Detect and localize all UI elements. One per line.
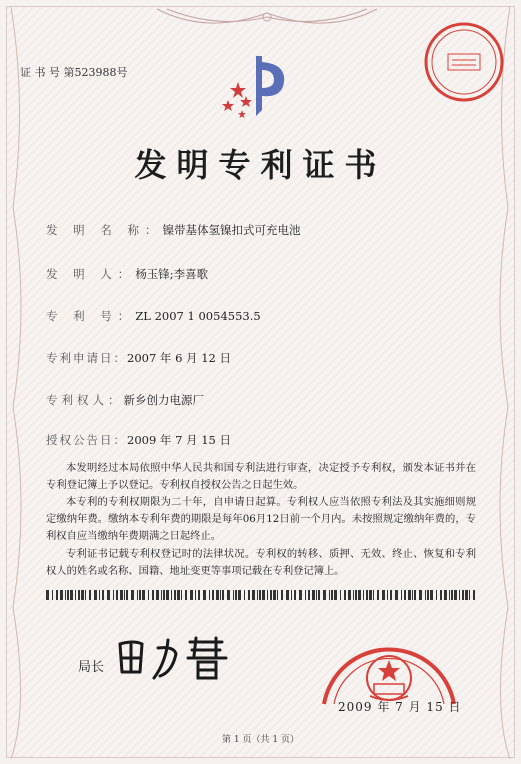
field-label: 专 利 号： <box>46 309 136 323</box>
field-inventor <box>46 266 208 282</box>
certificate-title: 发明专利证书 <box>134 146 387 184</box>
field-label: 发 明 名 称： <box>46 223 163 237</box>
field-value: ZL 2007 1 0054553.5 <box>135 309 261 323</box>
field-value: 新乡创力电源厂 <box>123 393 204 407</box>
certificate-number-value: 第523988号 <box>63 66 128 79</box>
page-footer: 第 1 页（共 1 页） <box>222 735 299 745</box>
field-label: 发 明 人： <box>46 267 136 281</box>
certificate-number <box>20 64 128 80</box>
right-ornament <box>484 7 514 759</box>
director-signature <box>112 632 242 682</box>
field-label: 专利申请日： <box>46 351 127 365</box>
field-application-date <box>46 350 231 366</box>
paragraph-term: 本专利的专利权期限为二十年，自申请日起算。专利权人应当依照专利法及其实施细则规定缴纳年费。缴纳本专利年费的期限是每年06月12日前一个月内。未按照规定缴纳年费的，专利权自应当缴纳年费期满之日起终止。 <box>46 496 476 542</box>
small-seal-icon <box>422 20 506 104</box>
top-ornament <box>147 7 387 39</box>
certificate-number-label: 证 书 号 <box>20 66 60 79</box>
field-value: 2007 年 6 月 12 日 <box>127 351 231 365</box>
field-value: 镍带基体氢镍扣式可充电池 <box>162 223 301 237</box>
issue-date: 2009 年 7 月 15 日 <box>338 700 462 714</box>
field-label: 授权公告日： <box>46 433 127 447</box>
director-label: 局长 <box>78 660 105 675</box>
patent-office-logo <box>216 52 296 122</box>
field-label: 专利权人： <box>46 393 124 407</box>
left-ornament <box>7 7 37 759</box>
field-grant-date <box>46 432 231 448</box>
field-value: 2009 年 7 月 15 日 <box>127 433 231 447</box>
field-patentee <box>46 392 204 408</box>
field-value: 杨玉锋;李喜歌 <box>135 267 209 281</box>
field-patent-number <box>46 308 261 324</box>
field-invention-name <box>46 222 300 238</box>
barcode <box>46 590 476 600</box>
paragraph-grant: 本发明经过本局依照中华人民共和国专利法进行审查，决定授予专利权，颁发本证书并在专利登记簿上予以登记。专利权自授权公告之日起生效。 <box>46 462 476 491</box>
paragraph-record: 专利证书记载专利权登记时的法律状况。专利权的转移、质押、无效、终止、恢复和专利权人的姓名或名称、国籍、地址变更等事项记载在专利登记簿上。 <box>46 548 476 577</box>
